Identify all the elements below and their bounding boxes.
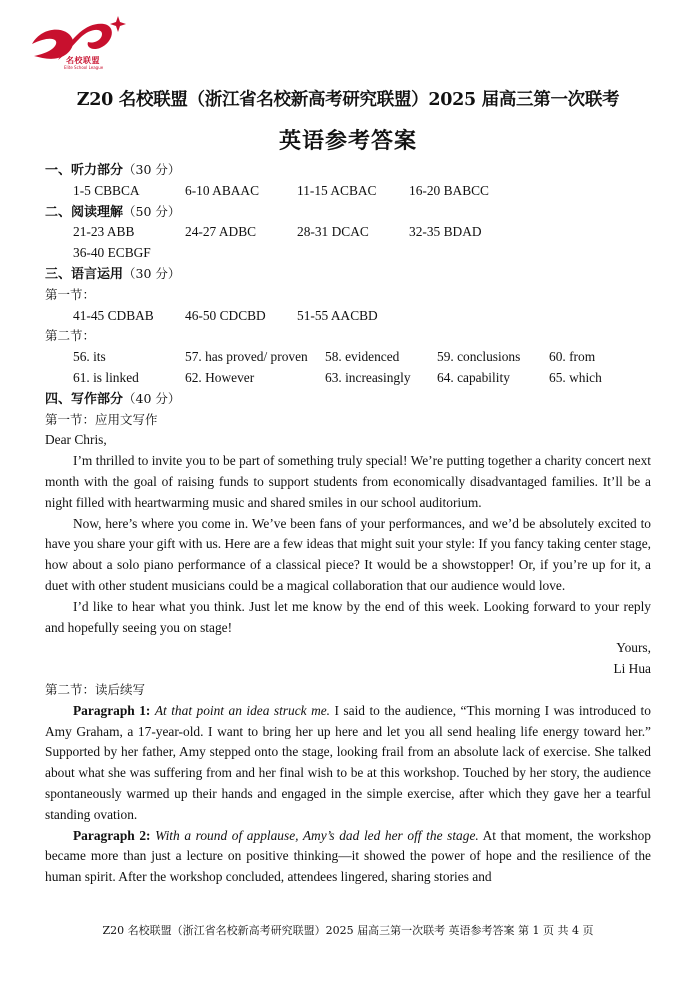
paragraph-label: Paragraph 1: bbox=[73, 702, 151, 718]
answer-item: 58. evidenced bbox=[325, 349, 400, 365]
exam-header: Z20 名校联盟（浙江省名校新高考研究联盟）2025 届高三第一次联考 bbox=[76, 90, 620, 110]
reading-answers-row1 bbox=[45, 222, 651, 243]
letter-paragraph-1: I’m thrilled to invite you to be part of something truly special! We’re putting together a charity concert next month with the goal of raising funds to support students from economically disadvantaged families. It’ll be a night filled with heartwarming music and shared smiles in our school auditorium. bbox=[45, 453, 651, 510]
page-title: 英语参考答案 bbox=[278, 128, 417, 154]
letter-closing: Yours, bbox=[616, 640, 651, 656]
paragraph-lead: With a round of applause, Amy’s dad led her off the stage. bbox=[155, 827, 479, 843]
answer-item: 60. from bbox=[549, 349, 596, 365]
answer-item: 64. capability bbox=[437, 369, 510, 385]
paragraph-lead: At that point an idea struck me. bbox=[154, 702, 331, 718]
language-part1-answers bbox=[45, 306, 651, 327]
listening-heading bbox=[45, 160, 651, 181]
section-label: 二、阅读理解 bbox=[45, 204, 124, 220]
answer-item: 61. is linked bbox=[73, 369, 139, 385]
answer-item: 62. However bbox=[185, 369, 255, 385]
section-label: 一、听力部分 bbox=[45, 163, 124, 178]
answer-item: 59. conclusions bbox=[437, 349, 521, 365]
reading-answers-row2 bbox=[45, 243, 651, 264]
logo-subtitle: Elite School League bbox=[64, 65, 104, 70]
language-heading bbox=[45, 264, 651, 285]
answer-group: 11-15 ACBAC bbox=[297, 182, 377, 198]
writing-part1-label: 第一节：应用文写作 bbox=[45, 411, 158, 427]
logo-caption: 名校联盟 bbox=[66, 56, 100, 65]
section-points: （50 分） bbox=[123, 203, 181, 219]
continuation-paragraph-2 bbox=[45, 826, 651, 888]
section-points: （30 分） bbox=[123, 162, 181, 177]
letter-signature: Li Hua bbox=[613, 661, 651, 677]
paragraph-text: At that moment, the workshop became more than just a lecture on positive thinking—it showed the power of hope and the resilience of the human spirit. After the workshop concluded, attendees lingered, sharing stories and bbox=[45, 827, 652, 885]
writing-part2-label: 第二节：读后续写 bbox=[45, 681, 146, 697]
letter-paragraph-3: I’d like to hear what you think. Just let me know by the end of this week. Looking forward to your reply and hopefully seeing you on stage! bbox=[45, 598, 651, 635]
answer-item: 56. its bbox=[73, 349, 106, 365]
answer-group: 46-50 CDCBD bbox=[185, 307, 266, 323]
language-part1-label: 第一节： bbox=[45, 286, 96, 302]
answer-group: 16-20 BABCC bbox=[409, 182, 489, 198]
language-part2-row1 bbox=[45, 347, 651, 368]
answer-item: 63. increasingly bbox=[325, 369, 411, 385]
reading-heading bbox=[45, 202, 651, 223]
listening-answers bbox=[45, 181, 651, 202]
answer-group: 51-55 AACBD bbox=[297, 307, 378, 323]
answer-content bbox=[45, 160, 651, 888]
answer-group: 1-5 CBBCA bbox=[73, 182, 140, 198]
answer-item: 57. has proved/ proven bbox=[185, 349, 308, 365]
answer-group: 24-27 ADBC bbox=[185, 224, 257, 240]
paragraph-text: I said to the audience, “This morning I was introduced to Amy Graham, a 17-year-old. I want to bring her up here and let you all send healing life energy toward her.” Supported by her father, Amy stepped onto the stage, looking frail from an absolute lack of exercise. She talked about what she was suffering from and her final wish to be at this workshop. Touched by her story, the audience spontaneously warmed up their hands and engaged in the simple exercise, after which they gave her a tearful standing ovation. bbox=[45, 702, 651, 822]
page-footer: Z20 名校联盟（浙江省名校新高考研究联盟）2025 届高三第一次联考 英语参考答案 第 1 页 共 4 页 bbox=[102, 924, 594, 937]
language-part2-row2 bbox=[45, 368, 651, 389]
section-label: 四、写作部分 bbox=[45, 391, 124, 407]
section-points: （40 分） bbox=[123, 390, 181, 406]
section-points: （30 分） bbox=[123, 265, 181, 281]
paragraph-label: Paragraph 2: bbox=[73, 827, 151, 843]
language-part2-label: 第二节： bbox=[45, 328, 96, 344]
section-label: 三、语言运用 bbox=[45, 266, 124, 282]
answer-group: 36-40 ECBGF bbox=[73, 245, 151, 261]
letter-paragraph-2: Now, here’s where you come in. We’ve been fans of your performances, and we’d be absolutely excited to have you share your gift with us. Here are a few ideas that might suit your style: If you fancy taking center stage, how about a solo piano performance of a classical piece? It would be a showstopper! Or, if you’re up for it, a duet with other student musicians could be a magical collaboration that our audience would love. bbox=[45, 515, 651, 593]
continuation-paragraph-1 bbox=[45, 701, 651, 826]
answer-group: 6-10 ABAAC bbox=[185, 182, 260, 198]
answer-group: 21-23 ABB bbox=[73, 224, 135, 240]
letter-greeting: Dear Chris, bbox=[45, 432, 107, 448]
answer-item: 65. which bbox=[549, 369, 602, 385]
answer-group: 28-31 DCAC bbox=[297, 224, 369, 240]
answer-group: 32-35 BDAD bbox=[409, 224, 482, 240]
writing-heading bbox=[45, 389, 651, 410]
answer-group: 41-45 CDBAB bbox=[73, 307, 154, 323]
